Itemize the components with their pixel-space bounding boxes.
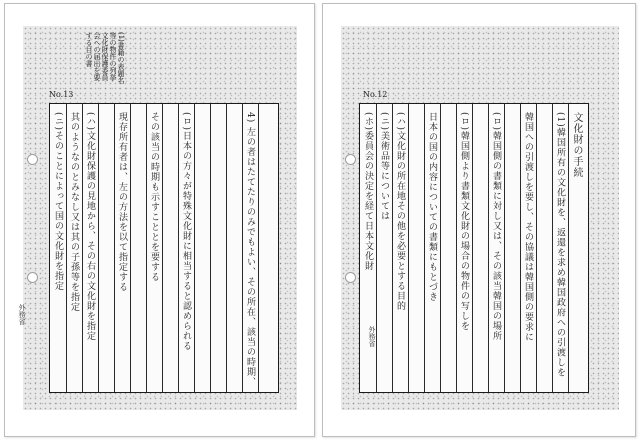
- text-line: (ロ)韓国側より書類文化財の場合の物件の写しを: [459, 112, 469, 332]
- text-line: 其のようなのとみなし又は其の子孫等を指定: [69, 112, 79, 312]
- footer-mark: 外務省: [18, 304, 26, 325]
- section-heading: 文化財の手続: [571, 112, 582, 178]
- left-page: No.13 (1)書籍の表題名 等の物件の列挙 文化財保護委員 会への届出を要 する目の書 4) 左の者はたてたりのみでもよい、その所在、該当の時期、 (ロ)日本の方々が特殊文化財に相当すると認められる その該当の時期も示すこととを要する 現存所有者は、左の方法を以て指定する (ハ)文化財保護の見地から、その右の文化財を指定 其のようなのとみなし又は其の子孫等を指定 (ニ)そのことによって国の文化財を指定 外務省: [4, 3, 315, 437]
- text-line: (1)韓国所有の文化財を、返還を求め韓国政府への引渡しを: [555, 112, 565, 378]
- text-line: (ハ)文化財の所在地その他を必要とする目的: [395, 112, 405, 312]
- page-number: No.13: [49, 90, 74, 99]
- text-line: 4) 左の者はたてたりのみでもよい、その所在、該当の時期、: [245, 112, 255, 388]
- punch-hole: [345, 272, 356, 283]
- punch-hole: [345, 154, 356, 165]
- text-line: 韓国への引渡しを要し、その協議は韓国側の要求に: [523, 112, 533, 342]
- right-page: [322, 3, 636, 437]
- text-line: (ホ)委員会の決定を経て日本文化財: [363, 112, 373, 272]
- manuscript-grid: [359, 103, 589, 393]
- text-line: (ロ)日本の方々が特殊文化財に相当すると認められる: [181, 112, 191, 352]
- text-line: 現存所有者は、左の方法を以て指定する: [117, 112, 127, 292]
- page-number: No.12: [363, 90, 388, 99]
- punch-hole: [27, 272, 38, 283]
- text-line: その該当の時期も示すこととを要する: [149, 112, 159, 282]
- text-line: 日本の国の内容についての書類にもとづき: [427, 112, 437, 302]
- text-line: (ロ)韓国側の書類に対し又は、その該当韓国の場所: [491, 112, 501, 342]
- text-line: (ニ)美術品等については: [379, 112, 389, 222]
- text-line: (ニ)そのことによって国の文化財を指定: [53, 112, 63, 292]
- footer-mark: 外務省: [368, 326, 376, 347]
- manuscript-grid: [49, 103, 279, 393]
- text-line: (ハ)文化財保護の見地から、その右の文化財を指定: [85, 112, 95, 342]
- punch-hole: [27, 154, 38, 165]
